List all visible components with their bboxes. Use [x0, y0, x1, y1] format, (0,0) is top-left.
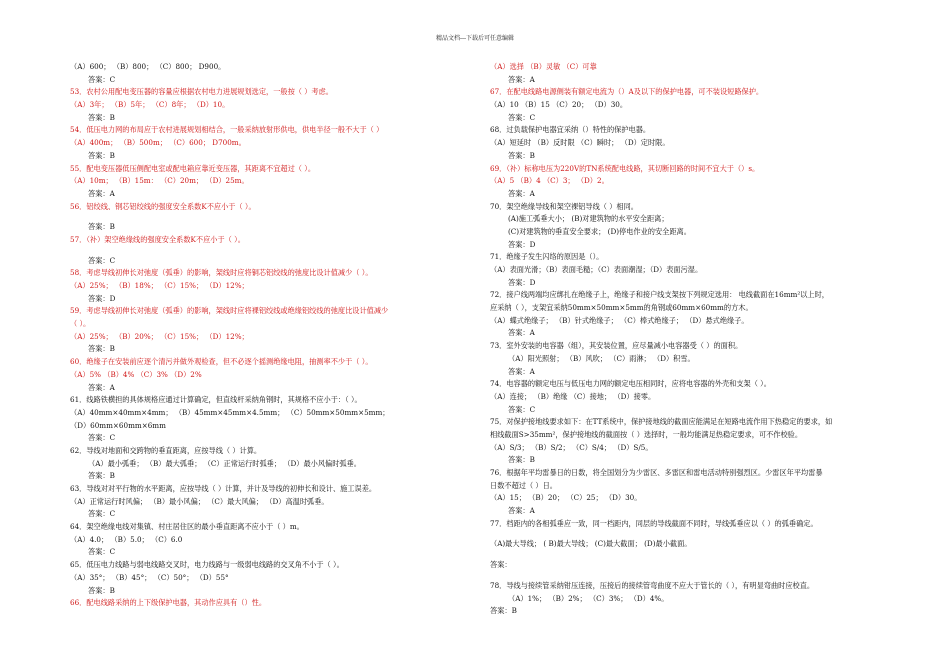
left-text-line: （A）400m； （B）500m； （C）600； D700m。: [70, 138, 246, 148]
left-text-line: 答案：B: [88, 222, 115, 232]
page-header: 精品文档---下载后可任意编辑: [435, 35, 515, 42]
left-text-line: 57．（补）架空绝缘线的强度安全系数K不应小于（ ）。: [70, 234, 245, 244]
spacer: [70, 247, 455, 255]
right-text-line: （A）15； （B）20； （C）25； （D）30。: [490, 493, 642, 503]
right-text-line: (A)施工弧垂大小； (B)对建筑物的水平安全距离；: [508, 214, 669, 224]
right-text-line: （A）选择 （B）灵敏 （C）可靠: [490, 62, 597, 71]
left-text-line: 答案：C: [88, 74, 116, 84]
spacer: [70, 213, 455, 221]
left-text-line: 63．导线对对平行物的水平距离，应按导线（ ）计算，并计及导线的初伸长和设计、施工误差。: [70, 484, 377, 493]
spacer: [490, 551, 890, 559]
right-text-line: （A）10 （B）15 （C）20； （D）30。: [490, 100, 628, 110]
right-text-line: 应采纳（ ），支架宜采纳50mm×50mm×5mm的角钢或60mm×60mm的方木。: [490, 303, 753, 313]
left-text-line: 53．农村公用配电变压器的容量应根据农村电力进展规划选定，一般按（ ）考虑。: [70, 87, 333, 97]
right-text-line: 70．架空绝缘导线和架空裸铝导线（ ）相同。: [490, 201, 638, 211]
left-text-line: 答案：A: [88, 188, 115, 198]
right-text-line: (C)对建筑物的垂直安全要求； (D)停电作业的安全距离。: [508, 226, 691, 236]
right-text-line: 73．室外安装的电容器（组），其安装位置，应尽量减小电容器受（ ）的面积。: [490, 341, 743, 351]
left-text-line: 61．线路铁横担的具体规格应通过计算确定，但直线杆采纳角钢时，其规格不应小于：（ ）。: [70, 395, 362, 405]
left-text-line: 答案：D: [88, 293, 116, 303]
left-text-line: （A）3年； （B）5年； （C）8年； （D）10。: [70, 100, 230, 110]
right-text-line: （A）表面光滑；（B）表面毛糙；（C）表面潮湿；（D）表面污湿。: [490, 265, 703, 274]
right-text-line: （A）连接； （B）绝缘 （C）接地； （D）接零。: [490, 391, 656, 401]
right-text-line: 78．导线与接续管采纳钳压连接，压接后的接续管弯曲度不应大于管长的（ ），有明显弯曲时应校直。: [490, 580, 815, 590]
right-text-line: （A）蝶式绝缘子； （B）针式绝缘子； （C）棒式绝缘子； （D）悬式绝缘子。: [490, 315, 749, 325]
left-text-line: （A）25%； （B）18%； （C）15%； （D）12%；: [70, 281, 249, 290]
left-text-line: 62．导线对地面和交跨物的垂直距离，应按导线（ ）计算。: [70, 445, 262, 455]
right-text-line: 71．绝缘子发生闪络的原因是（）。: [490, 252, 604, 262]
right-text-line: （A）S/3； （B）S/2； （C）S/4； （D）S/5。: [490, 442, 653, 452]
right-text-line: 相线截面S>35mm²，保护接地线的截面按（ ）选择时，一般均能满足热稳定要求，可不作校验。: [490, 429, 803, 439]
left-text-line: （A）35°； （B）45°； （C）50°； （D）55°: [70, 572, 229, 582]
left-text-line: （A）4.0； （B）5.0； （C）6.0: [70, 534, 183, 544]
right-text-line: （A）1%； （B）2%； （C）3%； （D）4%。: [508, 593, 669, 603]
left-text-line: （A）最小弧垂； （B）最大弧垂； （C）正常运行时弧垂； （D）最小风偏时弧垂。: [88, 458, 361, 468]
right-text-line: （A）5 （B）4 （C）3； （D）2。: [490, 176, 609, 186]
right-text-line: 77．档距内的各相弧垂应一致，同一档距内，同层的导线截面不同时，导线弧垂应以（ ）的弧垂确定。: [490, 518, 818, 528]
right-text-line: 答案：A: [508, 366, 535, 376]
right-text-line: （A)最大导线； ( B)最大导线； (C)最大截面； (D)最小截面。: [490, 539, 692, 549]
right-text-line: 答案：B: [490, 606, 517, 616]
right-text-line: 答案：A: [508, 506, 535, 516]
left-text-line: 答案：B: [88, 112, 115, 122]
left-text-line: 66．配电线路采纳的上下级保护电器，其动作应具有（）性。: [70, 598, 267, 608]
right-text-line: 答案：: [490, 560, 512, 570]
left-text-line: 64．架空绝缘电线对集镇、村庄居住区的最小垂直距离不应小于（ ）m。: [70, 522, 304, 532]
left-text-line: （A）40mm×40mm×4mm； （B）45mm×45mm×4.5mm； （C）50mm×50mm×5mm；: [70, 407, 390, 417]
left-text-line: （A）5% （B）4% （C）3% （D）2%: [70, 369, 202, 379]
left-text-line: （A）正常运行时风偏； （B）最小风偏； （C）最大风偏； （D）高温时弧垂。: [70, 496, 329, 506]
left-text-line: 答案：C: [88, 509, 116, 519]
right-text-line: 69．（补）标称电压为220V的TN系统配电线路，其切断回路的时间不宜大于（）s。: [490, 163, 760, 173]
left-text-line: （A）10m； （B）15m： （C）20m； （D）25m。: [70, 176, 249, 186]
left-text-line: 答案：B: [88, 585, 115, 595]
right-text-line: 答案：D: [508, 239, 536, 249]
left-text-line: 答案：C: [88, 547, 116, 557]
left-text-line: 58．考虑导线初伸长对弛度（弧垂）的影响，架线时应将铜芯铝绞线的弛度比设计值减少（ ）。: [70, 268, 373, 278]
left-text-line: 答案：C: [88, 433, 116, 443]
right-text-line: （A）阳光照射； （B）风吹； （C）雨淋； （D）积雪。: [508, 353, 695, 363]
right-text-line: 68．过负载保护电器宜采纳（）特性的保护电器。: [490, 125, 651, 135]
left-text-line: 答案：A: [88, 382, 115, 392]
right-text-line: 答案：A: [508, 74, 535, 84]
right-text-line: 答案：C: [508, 112, 536, 122]
left-text-line: 答案：B: [88, 471, 115, 481]
spacer: [490, 572, 890, 580]
left-text-line: （ ）。: [70, 319, 91, 329]
left-text-line: 54．低压电力网的布局应于农村进展规划相结合，一般采纳放射形供电，供电半径一般不大于（ ）: [70, 125, 384, 135]
right-text-line: 日数不超过（ ）日。: [490, 480, 557, 490]
spacer: [490, 530, 890, 538]
right-text-line: 75．对保护接地线要求如下：在TT系统中，保护接地线的截面应能满足在短路电流作用下热稳定的要求，如: [490, 417, 833, 427]
right-text-line: 答案：B: [508, 455, 535, 465]
left-text-line: （D）60mm×60mm×6mm: [70, 420, 166, 430]
right-text-line: 76．根据年平均雷暴日的日数，将全国划分为少雷区、多雷区和雷电活动特别强烈区。少雷区年平均雷暴: [490, 468, 823, 477]
right-text-line: 答案：A: [508, 188, 535, 198]
left-text-line: 答案：B: [88, 150, 115, 160]
right-text-line: 74．电容器的额定电压与低压电力网的额定电压相同时，应将电容器的外壳和支架（ ）。: [490, 379, 771, 389]
left-column: [70, 61, 455, 610]
left-text-line: 55．配电变压器低压侧配电室或配电箱应靠近变压器，其距离不宜超过（ ）。: [70, 163, 316, 173]
left-text-line: 答案：B: [88, 344, 115, 354]
right-text-line: 答案：B: [508, 150, 535, 160]
right-text-line: 67．在配电线路电源侧装有额定电流为（）A及以下的保护电器，可不装设短路保护。: [490, 87, 764, 97]
left-text-line: （A）600； （B）800； （C）800； D900。: [70, 62, 226, 71]
right-text-line: 答案：C: [508, 404, 536, 414]
right-text-line: 答案：A: [508, 328, 535, 338]
right-text-line: （A）短延时 （B）反时限 （C）瞬时； （D）定时限。: [490, 138, 670, 148]
left-text-line: 65．低压电力线路与弱电线路交叉时，电力线路与一级弱电线路的交叉角不小于（ ）。: [70, 560, 344, 570]
left-text-line: （A）25%； （B）20%； （C）15%； （D）12%；: [70, 331, 249, 341]
right-column: [490, 61, 890, 618]
right-text-line: 72．接户线两端均应绑扎在绝缘子上，绝缘子和接户线支架按下列规定选用： 电线截面在16mm²以上时，: [490, 290, 829, 300]
left-text-line: 60．绝缘子在安装前应逐个清污并做外观检查，但不必逐个摇测绝缘电阻，抽测率不少于（ ）。: [70, 357, 373, 367]
left-text-line: 59．考虑导线初伸长对弛度（弧垂）的影响，架线时应将裸铝绞线或绝缘铝绞线的弛度比设计值减少: [70, 306, 389, 316]
right-text-line: 答案：D: [508, 277, 536, 287]
left-text-line: 答案：C: [88, 255, 116, 265]
left-text-line: 56．铝绞线、钢芯铝绞线的强度安全系数K不应小于（ ）。: [70, 201, 256, 211]
